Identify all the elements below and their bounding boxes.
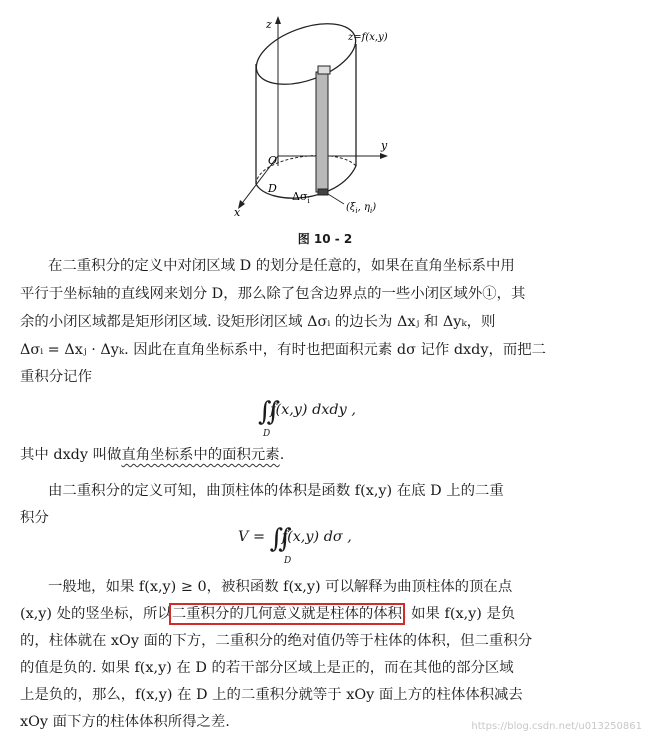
formula-2: V = ∬f(x,y) dσ , [238, 524, 352, 554]
y-arrow [380, 153, 388, 159]
volume-figure [228, 6, 428, 221]
p4-line2: (x,y) 处的竖坐标，所以二重积分的几何意义就是柱体的体积. 如果 f(x,y) 是负 [20, 606, 516, 622]
p1-line2: 平行于坐标轴的直线网来划分 D，那么除了包含边界点的一些小闭区域外①，其 [20, 286, 526, 302]
p4-line6: xOy 面下方的柱体体积所得之差. [20, 714, 230, 730]
p1-line4: Δσᵢ = Δxⱼ · Δyₖ. 因此在直角坐标系中，有时也把面积元素 dσ 记作 dxdy，而把二 [20, 342, 547, 358]
formula-1: ∬f(x,y) dxdy , [258, 397, 356, 427]
z-arrow [275, 16, 281, 24]
column-top [318, 66, 330, 74]
z-label: z [266, 18, 272, 31]
p4-line5: 上是负的，那么，f(x,y) 在 D 上的二重积分就等于 xOy 面上方的柱体体积减去 [20, 687, 523, 703]
p3-line1: 由二重积分的定义可知，曲顶柱体的体积是函数 f(x,y) 在底 D 上的二重 [48, 483, 504, 499]
y-label: y [381, 139, 388, 152]
p4-line1: 一般地，如果 f(x,y) ≥ 0，被积函数 f(x,y) 可以解释为曲顶柱体的顶在点 [48, 579, 513, 595]
p1-line1: 在二重积分的定义中对闭区域 D 的划分是任意的，如果在直角坐标系中用 [48, 258, 515, 274]
p1-line5: 重积分记作 [20, 369, 92, 385]
delta-sigma-label: $\Delta\sigma_i$ [292, 190, 310, 205]
formula-1-domain: D [263, 429, 271, 439]
double-integral-sign-2: ∬ [269, 524, 282, 554]
wavy-underlined-term: 直角坐标系中的面积元素 [121, 447, 280, 463]
x-label: x [234, 206, 241, 219]
region-label: D [268, 182, 277, 195]
highlighted-box: 二重积分的几何意义就是柱体的体积 [171, 606, 403, 622]
origin-label: O [268, 154, 278, 167]
p1-line3: 余的小闭区域都是矩形闭区域. 设矩形闭区域 Δσᵢ 的边长为 Δxⱼ 和 Δyₖ，则 [20, 314, 496, 330]
formula-2-domain: D [284, 556, 292, 566]
point-label: ($\xi_i$, $\eta_i$) [346, 202, 377, 215]
p4-line4: 的值是负的. 如果 f(x,y) 在 D 的若干部分区域上是正的，而在其他的部分区域 [20, 660, 514, 676]
column-prism [316, 72, 328, 192]
double-integral-sign: ∬ [258, 397, 271, 427]
figure-caption: 图 10 - 2 [297, 232, 353, 246]
p3-line2: 积分 [20, 510, 49, 526]
p2-line: 其中 dxdy 叫做直角坐标系中的面积元素. [20, 447, 285, 463]
column-base [318, 189, 328, 195]
surface-label: z=f(x,y) [348, 32, 388, 43]
p4-line3: 的，柱体就在 xOy 面的下方，二重积分的绝对值仍等于柱体的体积，但二重积分 [20, 633, 533, 649]
point-leader [328, 194, 344, 204]
watermark: https://blog.csdn.net/u013250861 [471, 721, 642, 732]
